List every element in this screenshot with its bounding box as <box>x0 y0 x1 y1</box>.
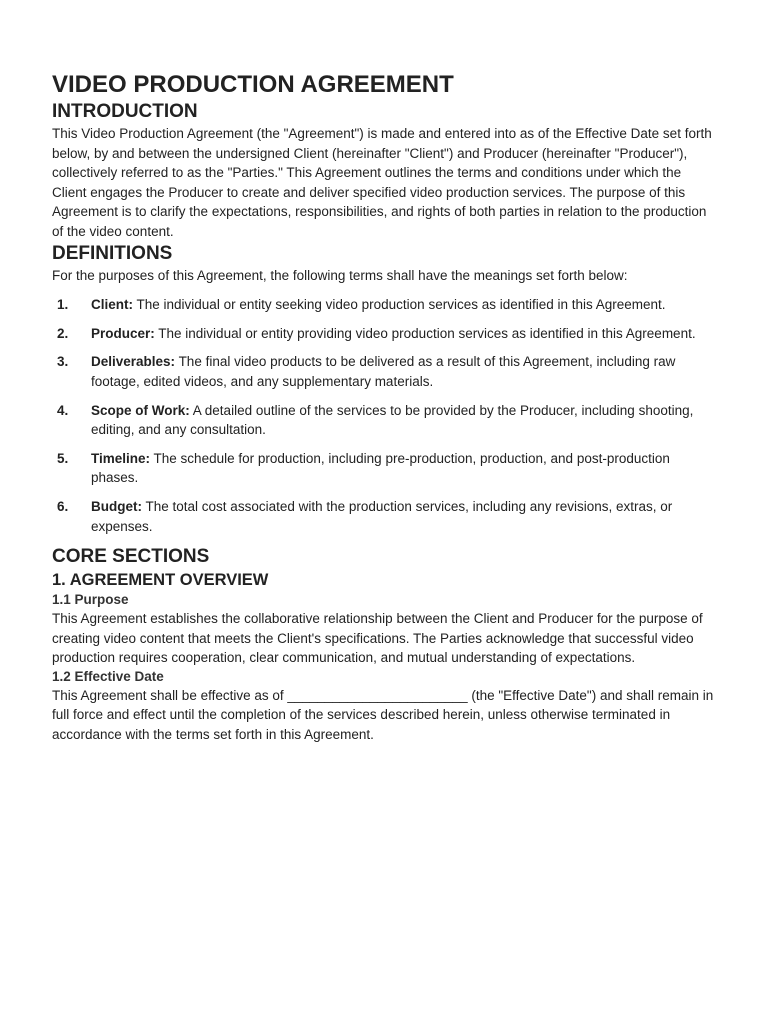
definition-text: A detailed outline of the services to be provided by the Producer, including shooting, editing, and any consultation. <box>91 402 694 438</box>
effective-date-heading: 1.2 Effective Date <box>52 668 164 684</box>
definition-item-producer <box>52 324 718 344</box>
definitions-intro: For the purposes of this Agreement, the following terms shall have the meanings set forth below: <box>52 267 628 283</box>
definition-item-timeline <box>52 449 718 488</box>
list-number: 3. <box>57 354 69 370</box>
definition-text: The total cost associated with the production services, including any revisions, extras, or expenses. <box>91 498 673 534</box>
definition-text: The individual or entity providing video production services as identified in this Agreement. <box>158 325 696 341</box>
definition-term: Scope of Work: <box>91 402 190 418</box>
definition-term: Deliverables: <box>91 354 176 370</box>
definition-term: Budget: <box>91 498 142 514</box>
core-sections-heading: CORE SECTIONS <box>52 546 210 568</box>
introduction-heading: INTRODUCTION <box>52 101 198 122</box>
definition-text: The final video products to be delivered as a result of this Agreement, including raw footage, edited videos, and any supplementary materials. <box>91 354 676 389</box>
list-number: 5. <box>57 450 69 466</box>
list-number: 1. <box>57 297 69 313</box>
document-title: VIDEO PRODUCTION AGREEMENT <box>52 71 454 98</box>
definition-item-client <box>52 295 718 315</box>
definition-term: Client: <box>91 297 133 313</box>
definition-term: Timeline: <box>91 450 151 466</box>
definition-text: The schedule for production, including pre-production, production, and post-production phases. <box>91 450 670 486</box>
introduction-paragraph: This Video Production Agreement (the "Agreement") is made and entered into as of the Effective Date set forth below, by and between the undersigned Client (hereinafter "Client") and Producer (hereinafter "Producer"), collectively referred to as the "Parties." This Agreement outlines the terms and conditions under which the Client engages the Producer to create and deliver specified video production services. The purpose of this Agreement is to clarify the expectations, responsibilities, and rights of both parties in relation to the production of the video content. <box>52 126 712 239</box>
list-number: 2. <box>57 325 69 341</box>
definition-text: The individual or entity seeking video production services as identified in this Agreement. <box>136 297 666 313</box>
list-number: 6. <box>57 498 69 514</box>
effective-date-paragraph: This Agreement shall be effective as of ________________________ (the "Effective Date") and shall remain in full force and effect until the completion of the services described herein, unless otherwise terminated in accordance with the terms set forth in this Agreement. <box>52 687 714 743</box>
definitions-heading: DEFINITIONS <box>52 242 173 264</box>
agreement-overview-heading: 1. AGREEMENT OVERVIEW <box>52 571 269 590</box>
definition-item-budget <box>52 497 718 536</box>
definition-item-scope-of-work <box>52 401 718 440</box>
purpose-paragraph: This Agreement establishes the collaborative relationship between the Client and Producer for the purpose of creating video content that meets the Client's specifications. The Parties acknowledge that successful video production requires cooperation, clear communication, and mutual understanding of expectations. <box>52 611 703 666</box>
list-number: 4. <box>57 402 69 418</box>
definition-term: Producer: <box>91 325 155 341</box>
definition-item-deliverables <box>52 352 718 391</box>
definitions-list <box>52 295 718 536</box>
purpose-heading: 1.1 Purpose <box>52 592 129 608</box>
